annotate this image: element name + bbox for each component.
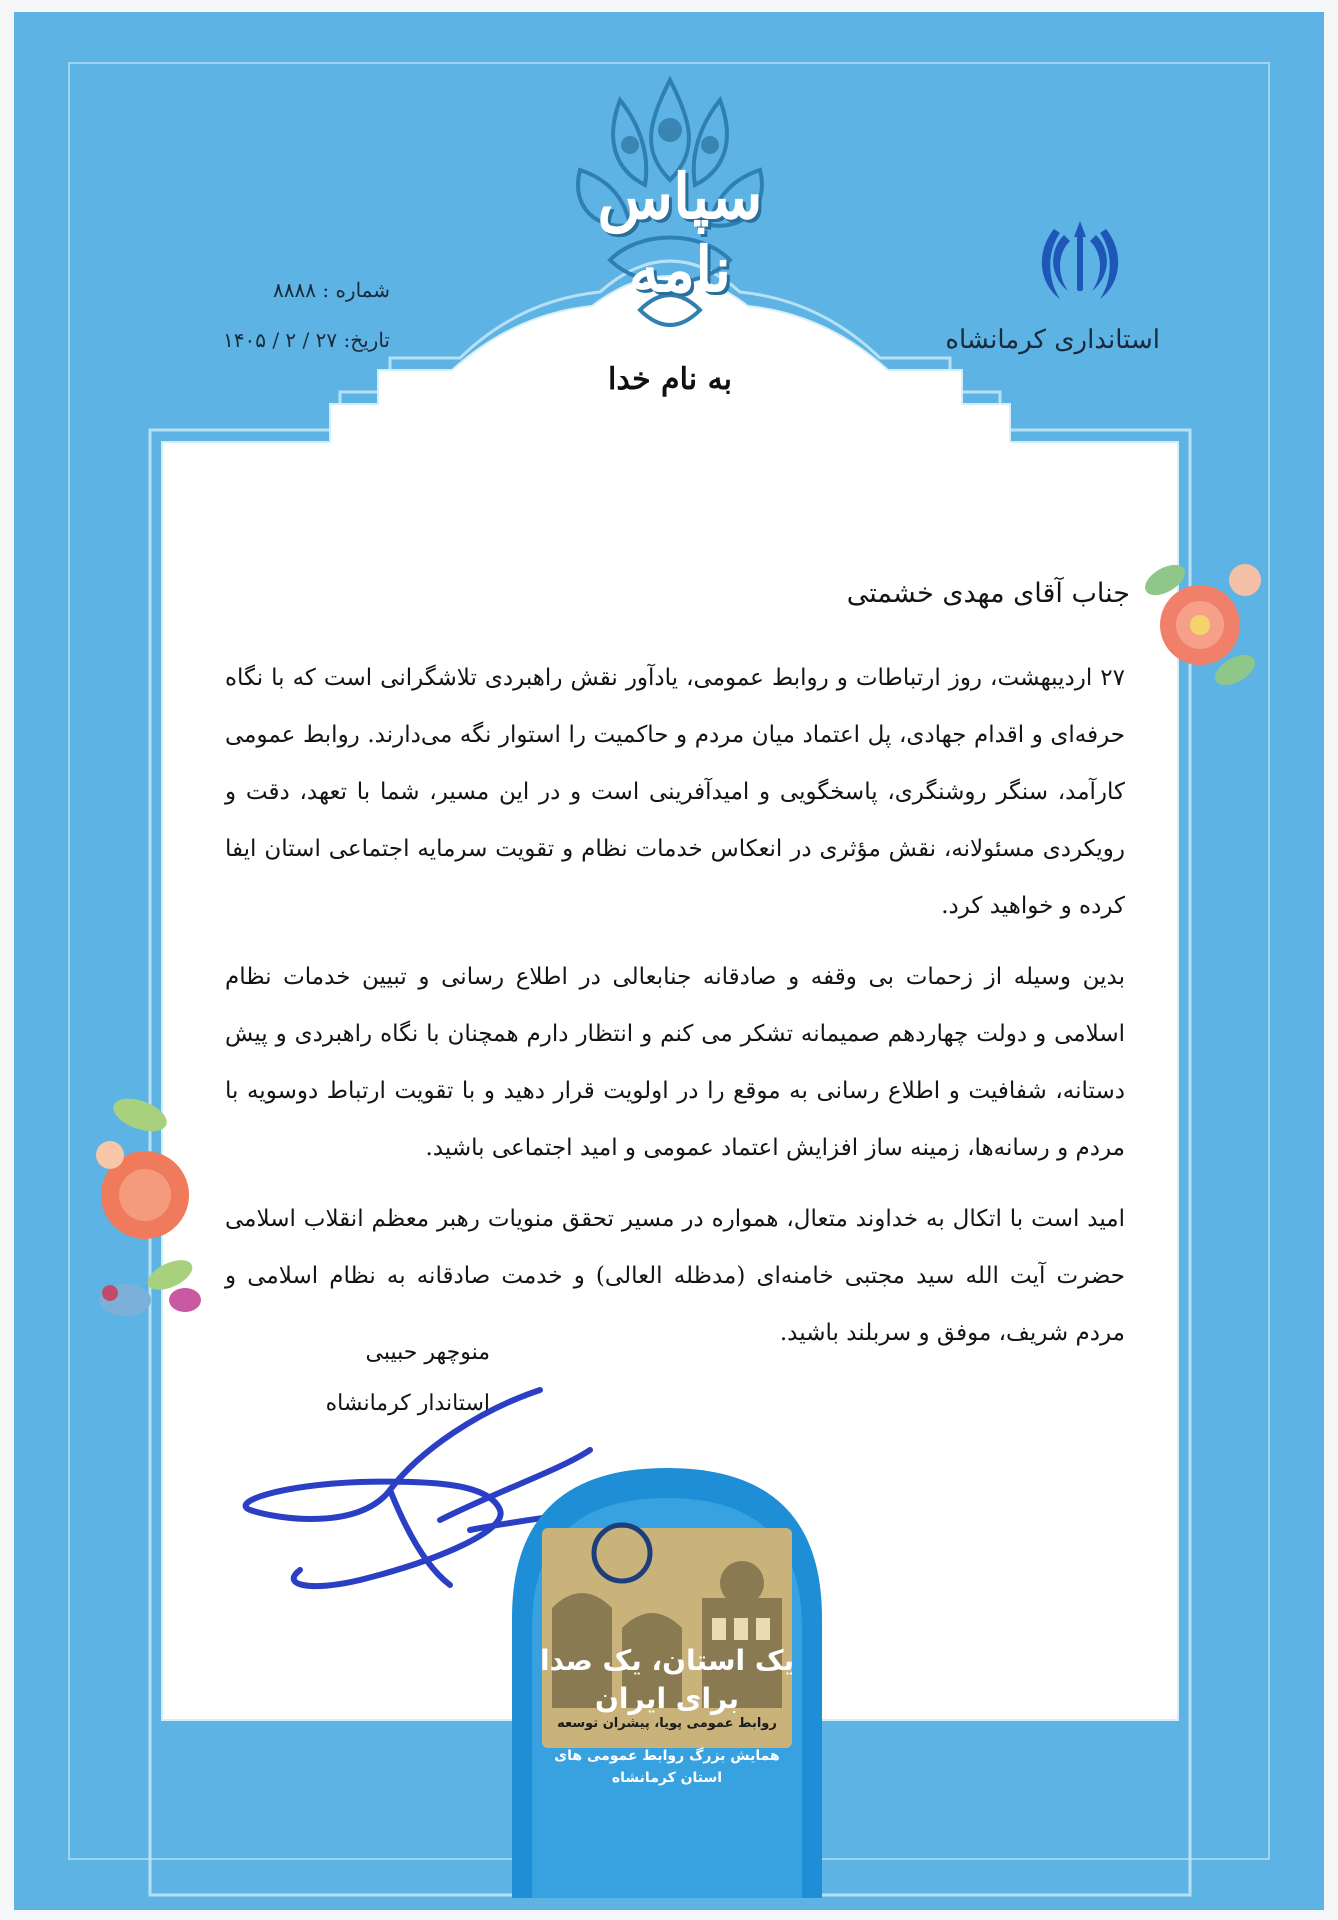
- signer-name: منوچهر حبیبی: [365, 1340, 490, 1365]
- letter-paragraph-3: امید است با اتکال به خداوند متعال، همواره در مسیر تحقق منویات رهبر معظم انقلاب اسلامی حضرت آیت الله سید مجتبی خامنه‌ای (مدظله العالی) و خدمت صادقانه به نظام اسلامی و مردم شریف، موفق و سربلند باشید.: [225, 1206, 1125, 1346]
- badge-tagline: روابط عمومی پویا، پیشران توسعه: [557, 1716, 777, 1731]
- badge-headline: [512, 1642, 822, 1718]
- badge-event-1: همایش بزرگ روابط عمومی های: [554, 1748, 780, 1764]
- letter-salutation: جناب آقای مهدی خشمتی: [846, 578, 1130, 609]
- badge-headline-1: یک استان، یک صدا: [539, 1644, 795, 1677]
- right-flower-decoration: [1135, 550, 1265, 700]
- letter-meta: [170, 278, 390, 378]
- signer-title: استاندار کرمانشاه: [325, 1391, 490, 1416]
- left-flower-decoration: [80, 1085, 210, 1345]
- letter-number: شماره : ۸۸۸۸: [273, 278, 390, 302]
- iran-emblem-icon: [1034, 215, 1126, 307]
- letter-paragraph-2: بدین وسیله از زحمات بی وقفه و صادقانه جنابعالی در اطلاع رسانی و تبیین خدمات نظام اسلامی و دولت چهاردهم صمیمانه تشکر می کنم و انتظار دارم همچنان با نگاه راهبردی و پیش دستانه، شفافیت و اطلاع رسانی به موقع را در اولویت قرار دهید و با تقویت ارتباط دوسویه با مردم و رسانه‌ها، زمینه ساز افزایش اعتماد عمومی و امید اجتماعی باشید.: [225, 964, 1125, 1161]
- letter-date: تاریخ: ۲۷ / ۲ / ۱۴۰۵: [223, 328, 390, 352]
- basmala: به نام خدا: [607, 362, 732, 397]
- organization-block: [945, 215, 1160, 355]
- badge-event: [512, 1745, 822, 1789]
- badge-headline-2: برای ایران: [595, 1682, 739, 1715]
- organization-name: استانداری کرمانشاه: [945, 325, 1160, 355]
- badge-event-2: استان کرمانشاه: [611, 1770, 723, 1786]
- letter-body: [225, 650, 1125, 1376]
- certificate-title: سپاس نامه: [597, 160, 763, 306]
- letter-paragraph-1: ۲۷ اردیبهشت، روز ارتباطات و روابط عمومی، یادآور نقش راهبردی تلاشگرانی است که با نگاه حرفه‌ای و اقدام جهادی، پل اعتماد میان مردم و حاکمیت را استوار نگه می‌دارند. روابط عمومی کارآمد، سنگر روشنگری، پاسخگویی و امیدآفرینی است و در این مسیر، شما با تعهد، دقت و رویکردی مسئولانه، نقش مؤثری در انعکاس خدمات نظام و تقویت سرمایه اجتماعی استان ایفا کرده و خواهید کرد.: [225, 665, 1125, 919]
